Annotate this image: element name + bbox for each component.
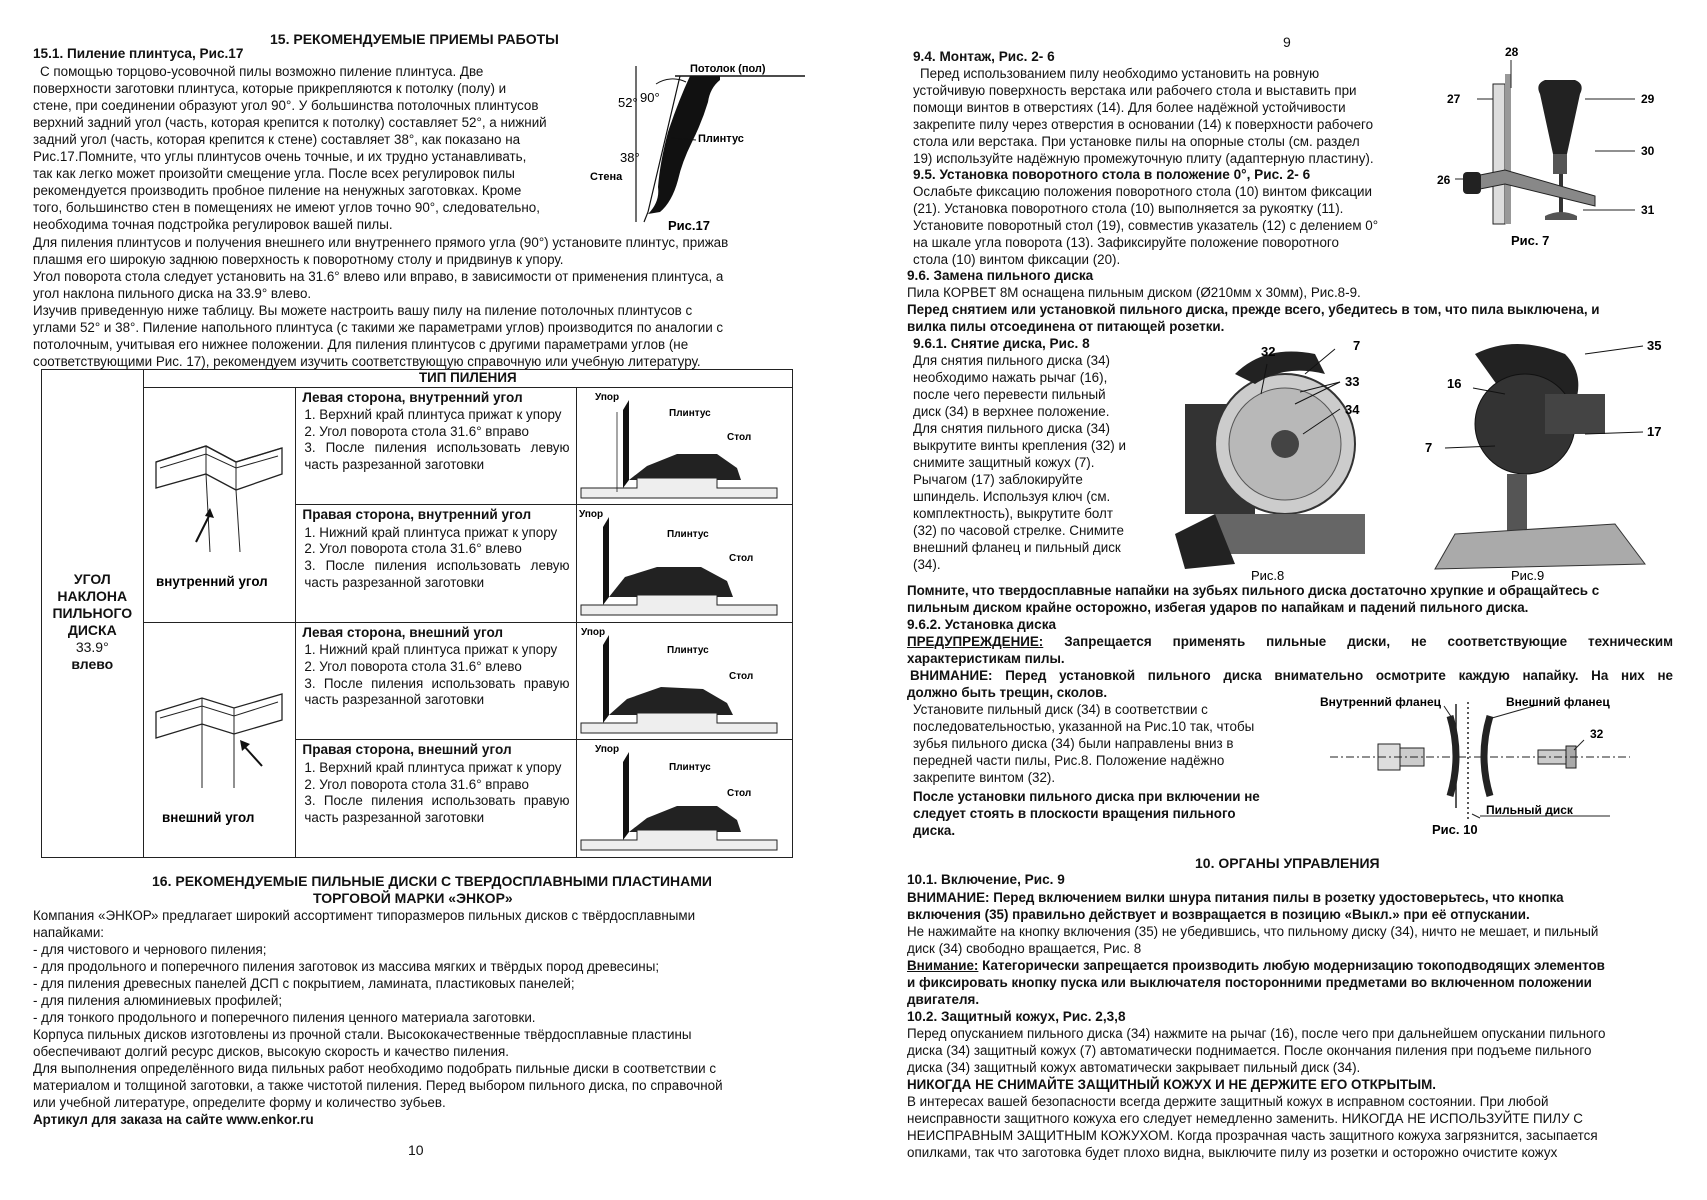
text-line: помощи винтов в отверстиях (14). Для более надёжной устойчивости	[913, 100, 1346, 115]
svg-text:Пильный диск: Пильный диск	[1486, 803, 1573, 817]
warning-blade-spec-2: характеристикам пилы.	[907, 651, 1065, 666]
cut-row-4: Правая сторона, внешний угол 1. Верхний край плинтуса прижат к упору 2. Угол поворота стола 31.6° вправо 3. После пиления использовать правую часть разрезанной заготовки	[296, 740, 576, 858]
svg-text:7: 7	[1353, 338, 1361, 353]
section-16-title-2: ТОРГОВОЙ МАРКИ «ЭНКОР»	[313, 890, 513, 906]
text-line: После установки пильного диска при включении не	[913, 789, 1260, 804]
text-line: стола или верстака. При установке пилы на опорные столы (см. раздел	[913, 134, 1360, 149]
text-line: Ослабьте фиксацию положения поворотного стола (10) винтом фиксации	[913, 184, 1373, 199]
text-line: Изучив приведенную ниже таблицу. Вы можете настроить вашу пилу на пиление потолочных плинтусов с	[33, 303, 693, 318]
section-10-1-title: 10.1. Включение, Рис. 9	[907, 872, 1065, 887]
fig17-angle-52: 52°	[618, 95, 638, 110]
warning-unplug-2: вилка пилы отсоединена от питающей розетки.	[907, 319, 1225, 334]
attention-power-switch: ВНИМАНИЕ: Перед включением вилки шнура питания пилы в розетку удостоверьтесь, что кнопка	[907, 890, 1564, 905]
svg-text:7: 7	[1425, 440, 1433, 455]
text-line: так как легко может произойти смещение угла. После всех регулировок пилы	[33, 166, 515, 181]
svg-text:Внешний фланец: Внешний фланец	[1506, 695, 1610, 709]
blade-tilt-value: 33.9°	[75, 639, 109, 656]
text-line: передней части пилы, Рис.8. Положение надёжно	[913, 753, 1225, 768]
page-number: 9	[1283, 34, 1291, 50]
svg-text:Плинтус: Плинтус	[668, 762, 711, 774]
text-line: Перед использованием пилу необходимо установить на ровную	[920, 66, 1320, 81]
text-line: следует стоять в плоскости вращения пильного	[913, 806, 1236, 821]
text-line: потолочным, учитывая его нижнее положении. Для пиления плинтусов с другими параметрами углов (не	[33, 337, 689, 352]
text-line: закрепите винтом (32).	[913, 770, 1056, 785]
outer-corner-cell	[143, 622, 296, 857]
right-page	[895, 0, 1707, 1200]
text-line: НЕИСПРАВНЫМ ЗАЩИТНЫМ КОЖУХОМ. Когда прозрачная часть защитного кожуха загрязнится, засыпается	[907, 1128, 1598, 1143]
svg-text:Рис. 10: Рис. 10	[1432, 822, 1478, 837]
text-line: Корпуса пильных дисков изготовлены из прочной стали. Высококачественные твёрдосплавные пластины	[33, 1027, 692, 1042]
warning-carbide-teeth-2: пильным диском крайне осторожно, избегая ударов по напайкам и падений пильного диска.	[907, 600, 1529, 615]
cut-row-3: Левая сторона, внешний угол 1. Нижний край плинтуса прижат к упору 2. Угол поворота стола 31.6° влево 3. После пиления использовать правую часть разрезанной заготовки	[296, 622, 576, 740]
svg-text:Стол: Стол	[726, 788, 751, 800]
text-line: материалом и толщиной заготовки, а также чистотой пиления. Перед выбором пильного диска, по справочной	[33, 1078, 723, 1093]
text-line: угол наклона пильного диска на 33.9° влево.	[33, 286, 312, 301]
svg-text:Упор: Упор	[594, 744, 619, 756]
saw-profile-figure	[577, 388, 783, 500]
table-title: ТИП ПИЛЕНИЯ	[143, 370, 792, 388]
text-line: 19) используйте надёжную промежуточную плиту (адаптерную пластину).	[913, 151, 1374, 166]
left-page	[0, 0, 830, 1200]
text-line: стола (10) винтом фиксации (20).	[913, 252, 1121, 267]
attention-modification: Внимание: Категорически запрещается производить любую модернизацию токоподводящих элементов	[907, 958, 1605, 973]
fig17-wall-label: Стена	[590, 171, 623, 183]
section-9-6-title: 9.6. Замена пильного диска	[907, 268, 1094, 283]
fig17-ceiling-label: Потолок (пол)	[690, 63, 766, 75]
svg-text:Стол: Стол	[726, 431, 751, 443]
text-line: Рис.17.Помните, что углы плинтусов очень точные, и их трудно устанавливать,	[33, 149, 527, 164]
section-9-6-1-title: 9.6.1. Снятие диска, Рис. 8	[913, 336, 1090, 351]
svg-text:31: 31	[1641, 203, 1655, 217]
figure-17-plinth-angles	[590, 62, 810, 237]
fig17-plinth-label: Плинтус	[698, 133, 744, 145]
svg-text:Внутренний фланец: Внутренний фланец	[1320, 695, 1441, 709]
text-line: плашмя его широкую заднюю поверхность к поворотному столу и придвинув к упору.	[33, 252, 564, 267]
text-line: диска (34) защитный кожух (7) автоматически поднимается. После окончания пиления при подъеме пильного	[907, 1043, 1592, 1058]
attention-inspect-2: должно быть трещин, сколов.	[907, 685, 1108, 700]
text-line: (32) по часовой стрелке. Снимите	[913, 523, 1124, 538]
text-line: устойчивую поверхность верстака или рабочего стола и выставить при	[913, 83, 1357, 98]
text-line: зубья пильного диска (34) были направлены вниз в	[913, 736, 1234, 751]
svg-text:32: 32	[1590, 727, 1604, 741]
cut-row-1-figure	[576, 387, 793, 505]
saw-profile-figure	[577, 623, 783, 735]
svg-text:27: 27	[1447, 92, 1461, 106]
attention-modification-3: двигателя.	[907, 992, 980, 1007]
fig17-caption: Рис.17	[668, 218, 710, 233]
power-switch-text-2: диск (34) свободно вращается, Рис. 8	[907, 941, 1142, 956]
text-line: (34).	[913, 557, 941, 572]
text-line: задний угол (часть, которая крепится к стене) составляет 38°, как показано на	[33, 132, 521, 147]
svg-text:Упор: Упор	[578, 509, 603, 521]
text-line: - для чистового и чернового пиления;	[33, 942, 267, 957]
svg-text:Плинтус: Плинтус	[666, 529, 709, 541]
text-line: опилками, так что заготовка будет плохо видна, выключите пилу из розетки и осторожно очистите кожух	[907, 1145, 1558, 1160]
cut-row-2-figure	[576, 505, 793, 623]
svg-text:Рис.9: Рис.9	[1511, 568, 1545, 583]
svg-text:30: 30	[1641, 144, 1655, 158]
inner-corner-cell	[143, 387, 296, 622]
text-line: Перед опусканием пильного диска (34) нажмите на рычаг (16), после чего при дальнейшем опускании пильного	[907, 1026, 1606, 1041]
section-15-1-title: 15.1. Пиление плинтуса, Рис.17	[33, 46, 244, 61]
svg-text:Стол: Стол	[728, 553, 753, 565]
text-line: закрепите пилу через отверстия в основании (14) к поверхности рабочего	[913, 117, 1374, 132]
order-article: Артикул для заказа на сайте www.enkor.ru	[33, 1112, 314, 1127]
power-switch-text: Не нажимайте на кнопку включения (35) не убедившись, что пильному диску (34), ничто не мешает, и пильный	[907, 924, 1599, 939]
fig17-angle-90: 90°	[640, 90, 660, 105]
svg-text:26: 26	[1437, 173, 1451, 187]
text-line: комплектность), выкрутите болт	[913, 506, 1113, 521]
section-10-title: 10. ОРГАНЫ УПРАВЛЕНИЯ	[1195, 855, 1380, 871]
text-line: напайками:	[33, 925, 105, 940]
svg-text:35: 35	[1647, 338, 1662, 353]
svg-text:29: 29	[1641, 92, 1655, 106]
text-line: (21). Установка поворотного стола (10) выполняется за рукоятку (11).	[913, 201, 1344, 216]
section-9-6-2-title: 9.6.2. Установка диска	[907, 617, 1057, 632]
text-line: после чего перевести пильный	[913, 387, 1106, 402]
section-16-title: 16. РЕКОМЕНДУЕМЫЕ ПИЛЬНЫЕ ДИСКИ С ТВЕРДОСПЛАВНЫМИ ПЛАСТИНАМИ	[152, 873, 712, 889]
attention-power-switch-2: включения (35) правильно действует и возвращается в позицию «Выкл.» при её отпускании.	[907, 907, 1530, 922]
text-line: внешний фланец и пильный диск	[913, 540, 1121, 555]
inner-corner-illustration	[144, 402, 292, 602]
svg-text:Рис.8: Рис.8	[1251, 568, 1285, 583]
text-line: неисправности защитного кожуха его следует немедленно заменить. НИКОГДА НЕ ИСПОЛЬЗУЙТЕ ПИЛУ С	[907, 1111, 1583, 1126]
cut-row-4-figure	[576, 740, 793, 858]
outer-corner-label: внешний угол	[161, 809, 254, 825]
cut-row-2: Правая сторона, внутренний угол 1. Нижний край плинтуса прижат к упору 2. Угол поворота стола 31.6° влево 3. После пиления использовать левую часть разрезанной заготовки	[296, 505, 576, 623]
svg-text:Упор: Упор	[580, 626, 605, 638]
cut-type-table	[41, 369, 793, 858]
attention-inspect: ВНИМАНИЕ: Перед установкой пильного диска внимательно осмотрите каждую напайку. На них не	[910, 668, 1673, 683]
text-line: Компания «ЭНКОР» предлагает широкий ассортимент типоразмеров пильных дисков с твёрдосплавными	[33, 908, 696, 923]
saw-profile-figure	[577, 740, 783, 852]
text-line: - для пиления алюминиевых профилей;	[33, 993, 283, 1008]
text-line: - для продольного и поперечного пиления заготовок из массива мягких и твёрдых пород древесины;	[33, 959, 660, 974]
text-line: Для снятия пильного диска (34)	[913, 421, 1111, 436]
figure-8-saw-blade-removal	[1175, 334, 1375, 584]
svg-text:Рис. 7: Рис. 7	[1511, 233, 1550, 248]
cut-row-1: Левая сторона, внутренний угол 1. Верхний край плинтуса прижат к упору 2. Угол поворота стола 31.6° вправо 3. После пиления использовать левую часть разрезанной заготовки	[296, 387, 576, 505]
text-line: Установите поворотный стол (19), совместив указатель (12) с делением 0°	[913, 218, 1379, 233]
text-line: Для пиления плинтусов и получения внешнего или внутреннего прямого угла (90°) установите плинтус, прижав	[33, 235, 729, 250]
svg-text:34: 34	[1345, 402, 1360, 417]
text-line: диск (34) в верхнее положение.	[913, 404, 1110, 419]
svg-text:Стол: Стол	[728, 670, 753, 682]
text-line: Рычагом (17) заблокируйте	[913, 472, 1083, 487]
svg-text:28: 28	[1505, 45, 1519, 59]
warning-unplug: Перед снятием или установкой пильного диска, прежде всего, убедитесь в том, что пила выключена, и	[907, 302, 1600, 317]
blade-tilt-direction: влево	[71, 656, 114, 673]
svg-text:33: 33	[1345, 374, 1360, 389]
warning-carbide-teeth: Помните, что твердосплавные напайки на зубьях пильного диска достаточно хрупкие и обращайтесь с	[907, 583, 1600, 598]
saw-profile-figure	[577, 505, 783, 617]
attention-modification-2: и фиксировать кнопку пуска или выключателя посторонними предметами во включенном положении	[907, 975, 1592, 990]
text-line: выкрутите винты крепления (32) и	[913, 438, 1126, 453]
svg-text:Упор: Упор	[594, 391, 619, 403]
cut-row-3-figure	[576, 622, 793, 740]
text-line: Для снятия пильного диска (34)	[913, 353, 1111, 368]
text-line: верхний задний угол (часть, которая крепится к потолку) составляет 52°, а нижний	[33, 115, 547, 130]
blade-tilt-label: УГОЛ НАКЛОНА ПИЛЬНОГО ДИСКА 33.9° влево	[42, 571, 143, 673]
warning-blade-spec: ПРЕДУПРЕЖДЕНИЕ: Запрещается применять пильные диски, не соответствующие техническим	[907, 634, 1673, 649]
section-10-2-title: 10.2. Защитный кожух, Рис. 2,3,8	[907, 1009, 1126, 1024]
svg-text:17: 17	[1647, 424, 1662, 439]
text-line: или учебной литературе, определите форму и количество зубьев.	[33, 1095, 446, 1110]
text-line: шпиндель. Используя ключ (см.	[913, 489, 1111, 504]
text-line: на шкале угла поворота (13). Зафиксируйте положение поворотного	[913, 235, 1339, 250]
section-9-4-title: 9.4. Монтаж, Рис. 2- 6	[913, 49, 1055, 64]
figure-10-flange-assembly	[1320, 696, 1650, 842]
svg-text:16: 16	[1447, 376, 1462, 391]
text-line: диска.	[913, 823, 956, 838]
text-line: того, большинство стен в помещениях не имеют углов точно 90°, следовательно,	[33, 200, 540, 215]
text-line: обеспечивают долгий ресурс дисков, высокую скорость и качество пиления.	[33, 1044, 509, 1059]
section-15-title: 15. РЕКОМЕНДУЕМЫЕ ПРИЕМЫ РАБОТЫ	[270, 31, 559, 47]
text-line: необходима точная подстройка регулировок вашей пилы.	[33, 217, 393, 232]
section-9-5-title: 9.5. Установка поворотного стола в положение 0°, Рис. 2- 6	[913, 167, 1311, 182]
svg-text:32: 32	[1261, 344, 1276, 359]
figure-7-workpiece-clamp	[1435, 44, 1685, 254]
text-line: снимите защитный кожух (7).	[913, 455, 1095, 470]
text-line: Для выполнения определённого вида пильных работ необходимо подобрать пильные диски в соответствии с	[33, 1061, 717, 1076]
svg-text:Плинтус: Плинтус	[666, 644, 709, 656]
text-line: поверхности заготовки плинтуса, которые прикрепляются к потолку (полу) и	[33, 81, 507, 96]
text-line: Угол поворота стола следует установить на 31.6° влево или вправо, в зависимости от применения плинтуса, а	[33, 269, 724, 284]
blade-tilt-cell	[42, 387, 144, 857]
text-line: углами 52° и 38°. Пиление напольного плинтуса (с такими же параметрами углов) производится по аналогии с	[33, 320, 724, 335]
text-line: - для пиления древесных панелей ДСП с покрытием, ламината, пластиковых панелей;	[33, 976, 575, 991]
text-line: рекомендуется производить пробное пиление на ненужных заготовках. Кроме	[33, 183, 522, 198]
text-line: диска (34) защитный кожух автоматически закрывает пильный диск (34).	[907, 1060, 1361, 1075]
text-line: стене, при соединении образуют угол 90°. У большинства потолочных плинтусов	[33, 98, 539, 113]
text-line: С помощью торцово-усовочной пилы возможно пиление плинтуса. Две	[40, 64, 484, 79]
text-line: Установите пильный диск (34) в соответствии с	[913, 702, 1208, 717]
text-line: В интересах вашей безопасности всегда держите защитный кожух в исправном состоянии. При любой	[907, 1094, 1549, 1109]
figure-9-saw-side-view	[1415, 334, 1705, 584]
fig17-angle-38: 38°	[620, 150, 640, 165]
outer-corner-illustration	[144, 638, 292, 838]
warning-never-remove-guard: НИКОГДА НЕ СНИМАЙТЕ ЗАЩИТНЫЙ КОЖУХ И НЕ ДЕРЖИТЕ ЕГО ОТКРЫТЫМ.	[907, 1077, 1437, 1092]
text-line: последовательностью, указанной на Рис.10 так, чтобы	[913, 719, 1255, 734]
text-line: - для тонкого продольного и поперечного пиления ценного материала заготовки.	[33, 1010, 536, 1025]
page-number: 10	[408, 1142, 424, 1158]
svg-text:Плинтус: Плинтус	[668, 407, 711, 419]
text-line: соответствующими Рис. 17), рекомендуем изучить соответствующую справочную или учебную литературу.	[33, 354, 701, 369]
text-line: необходимо нажать рычаг (16),	[913, 370, 1108, 385]
blade-spec-text: Пила КОРВЕТ 8М оснащена пильным диском (Ø210мм х 30мм), Рис.8-9.	[907, 285, 1361, 300]
inner-corner-label: внутренний угол	[155, 574, 268, 590]
